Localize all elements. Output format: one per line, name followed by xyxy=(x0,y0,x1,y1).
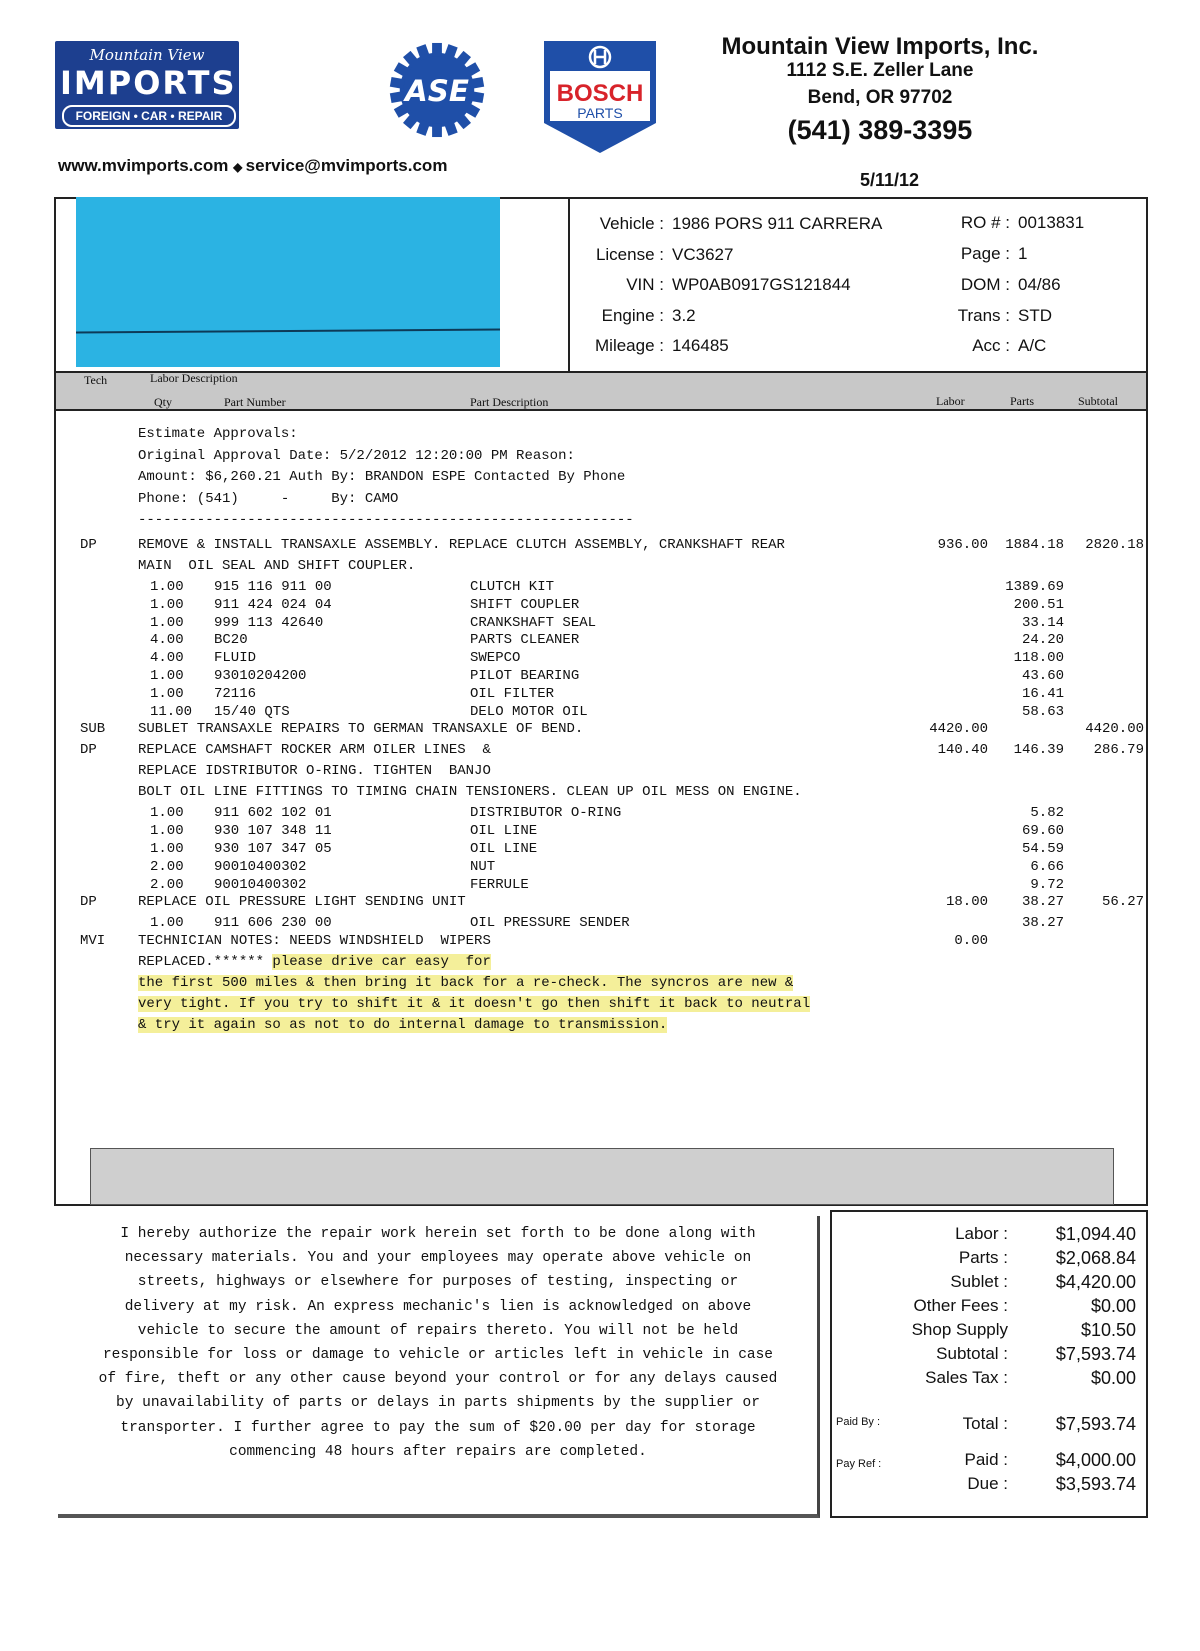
approval-line: Amount: $6,260.21 Auth By: BRANDON ESPE Contacted By Phone xyxy=(138,469,626,485)
part-description: OIL PRESSURE SENDER xyxy=(470,915,630,932)
authorization-line: by unavailability of parts or delays in parts shipments by the supplier or xyxy=(116,1395,760,1412)
bosch-logo-icon xyxy=(544,41,656,153)
page-label: Page : xyxy=(960,244,1010,263)
part-number: 911 606 230 00 xyxy=(214,915,332,932)
part-price: 69.60 xyxy=(1021,823,1064,840)
part-qty: 1.00 xyxy=(150,915,184,932)
total-other-fees-value: $0.00 xyxy=(1090,1296,1136,1316)
vin-value: WP0AB0917GS121844 xyxy=(672,275,851,294)
part-number: BC20 xyxy=(214,632,248,649)
header-parts: Parts xyxy=(1010,394,1034,408)
part-description: DISTRIBUTOR O-RING xyxy=(470,805,622,822)
note-highlighted-text: please drive car easy for xyxy=(272,954,491,971)
authorization-line: necessary materials. You and your employees may operate above vehicle on xyxy=(124,1250,752,1267)
part-description: OIL LINE xyxy=(470,841,538,857)
job-description-line: REPLACE OIL PRESSURE LIGHT SENDING UNIT xyxy=(138,894,466,911)
total-shop-supply-value: $10.50 xyxy=(1080,1320,1136,1340)
total-sales-tax-value: $0.00 xyxy=(1090,1368,1136,1388)
header-labor: Labor xyxy=(936,394,965,408)
due-value: $3,593.74 xyxy=(1055,1474,1136,1494)
engine-value: 3.2 xyxy=(672,306,696,325)
approval-line: Phone: (541) - By: CAMO xyxy=(138,490,399,507)
grand-total-label: Total : xyxy=(962,1414,1008,1433)
total-parts-label: Parts : xyxy=(958,1248,1008,1267)
vin-label: VIN : xyxy=(626,275,664,294)
authorization-line: streets, highways or elsewhere for purposes of testing, inspecting or xyxy=(137,1274,739,1291)
part-price: 24.20 xyxy=(1021,632,1064,649)
part-qty: 11.00 xyxy=(150,703,193,720)
ase-logo-icon xyxy=(388,41,486,139)
imports-logo-tagline: FOREIGN • CAR • REPAIR xyxy=(62,105,236,127)
shop-city: Bend, OR 97702 xyxy=(807,87,953,108)
technician-note-line: very tight. If you try to shift it & it doesn't go then shift it back to neutral xyxy=(138,996,811,1013)
vehicle-value: 1986 PORS 911 CARRERA xyxy=(672,214,883,233)
total-parts-value: $2,068.84 xyxy=(1055,1248,1136,1268)
part-number: 15/40 QTS xyxy=(214,703,290,720)
part-description: SWEPCO xyxy=(470,650,521,667)
header-part-description: Part Description xyxy=(470,395,549,409)
part-qty: 4.00 xyxy=(150,632,184,649)
approval-line: ----------------------------------------------------------- xyxy=(138,512,634,528)
total-subtotal-label: Subtotal : xyxy=(936,1344,1008,1363)
part-description: NUT xyxy=(470,858,496,875)
job-labor-amount: 936.00 xyxy=(937,537,988,553)
part-qty: 1.00 xyxy=(150,579,184,595)
job-subtotal-amount: 56.27 xyxy=(1101,894,1144,911)
redacted-gray-block xyxy=(90,1148,1114,1205)
part-description: OIL FILTER xyxy=(470,685,555,702)
technician-note-line: the first 500 miles & then bring it back for a re-check. The syncros are new & xyxy=(138,975,794,992)
imports-logo-script: Mountain View xyxy=(89,46,205,64)
total-labor-value: $1,094.40 xyxy=(1055,1224,1136,1244)
header-part-number: Part Number xyxy=(224,395,286,409)
part-price: 58.63 xyxy=(1021,703,1064,720)
shop-website[interactable]: www.mvimports.com xyxy=(58,156,229,175)
ase-logo-text: ASE xyxy=(405,73,469,108)
part-description: PARTS CLEANER xyxy=(470,632,580,649)
license-label: License : xyxy=(595,245,664,264)
due-label: Due : xyxy=(967,1474,1008,1493)
total-sales-tax-label: Sales Tax : xyxy=(925,1368,1008,1387)
part-price: 16.41 xyxy=(1021,685,1064,702)
mileage-label: Mileage : xyxy=(595,336,664,355)
job-labor-amount: 0.00 xyxy=(954,933,988,950)
part-number: 90010400302 xyxy=(214,876,307,893)
part-number: FLUID xyxy=(214,650,257,667)
shop-street: 1112 S.E. Zeller Lane xyxy=(786,60,974,81)
job-labor-amount: 18.00 xyxy=(945,894,988,911)
authorization-line: of fire, theft or any other cause beyond your control or for any delays caused xyxy=(98,1371,778,1388)
approval-line: Original Approval Date: 5/2/2012 12:20:00 PM Reason: xyxy=(138,447,575,464)
part-description: PILOT BEARING xyxy=(470,668,580,684)
job-description-line: BOLT OIL LINE FITTINGS TO TIMING CHAIN TENSIONERS. CLEAN UP OIL MESS ON ENGINE. xyxy=(138,784,802,801)
grand-total-value: $7,593.74 xyxy=(1055,1414,1136,1434)
job-subtotal-amount: 2820.18 xyxy=(1085,537,1144,553)
job-parts-amount: 38.27 xyxy=(1021,894,1064,911)
job-labor-amount: 4420.00 xyxy=(929,721,988,738)
trans-value: STD xyxy=(1018,306,1052,325)
header-subtotal: Subtotal xyxy=(1078,394,1119,408)
part-description: OIL LINE xyxy=(470,823,538,840)
dom-value: 04/86 xyxy=(1018,275,1061,294)
part-qty: 1.00 xyxy=(150,668,184,684)
approval-line: Estimate Approvals: xyxy=(138,426,298,442)
acc-label: Acc : xyxy=(972,336,1010,355)
authorization-line: I hereby authorize the repair work herein set forth to be done along with xyxy=(120,1226,756,1242)
license-value: VC3627 xyxy=(672,245,734,264)
job-description-line: TECHNICIAN NOTES: NEEDS WINDSHIELD WIPERS xyxy=(138,933,491,950)
paid-label: Paid : xyxy=(964,1450,1008,1469)
vehicle-label: Vehicle : xyxy=(599,214,664,233)
job-tech-code: DP xyxy=(80,742,97,759)
job-tech-code: MVI xyxy=(80,933,106,950)
ro-value: 0013831 xyxy=(1018,213,1085,232)
total-shop-supply-label: Shop Supply xyxy=(911,1320,1008,1339)
part-number: 72116 xyxy=(214,685,257,702)
total-subtotal-value: $7,593.74 xyxy=(1055,1344,1136,1364)
total-other-fees-label: Other Fees : xyxy=(913,1296,1008,1315)
part-number: 915 116 911 00 xyxy=(214,579,332,595)
engine-label: Engine : xyxy=(601,306,664,325)
authorization-text xyxy=(60,1222,816,1464)
header-labor-description: Labor Description xyxy=(150,371,238,385)
total-sublet-label: Sublet : xyxy=(950,1272,1008,1291)
trans-label: Trans : xyxy=(957,306,1010,325)
part-price: 200.51 xyxy=(1013,596,1064,613)
part-price: 1389.69 xyxy=(1005,579,1064,595)
shop-phone: (541) 389-3395 xyxy=(787,115,973,145)
part-price: 6.66 xyxy=(1030,858,1064,875)
part-qty: 1.00 xyxy=(150,841,184,857)
shop-contact: www.mvimports.com ◆ service@mvimports.com xyxy=(58,156,448,175)
job-tech-code: DP xyxy=(80,537,97,553)
pay-ref-label: Pay Ref : xyxy=(836,1458,882,1470)
technician-note-line: & try it again so as not to do internal damage to transmission. xyxy=(138,1017,668,1034)
authorization-line: responsible for loss or damage to vehicle or articles left in vehicle in case xyxy=(102,1347,773,1364)
job-tech-code: SUB xyxy=(80,721,106,738)
invoice-date: 5/11/12 xyxy=(860,170,920,190)
part-price: 5.82 xyxy=(1030,805,1064,822)
job-description-line: REMOVE & INSTALL TRANSAXLE ASSEMBLY. REPLACE CLUTCH ASSEMBLY, CRANKSHAFT REAR xyxy=(138,537,785,553)
job-parts-amount: 146.39 xyxy=(1013,742,1064,759)
imports-logo-word: IMPORTS xyxy=(60,64,237,102)
total-labor-label: Labor : xyxy=(955,1224,1008,1243)
shop-email[interactable]: service@mvimports.com xyxy=(245,156,448,175)
part-price: 54.59 xyxy=(1021,841,1064,857)
part-number: 930 107 347 05 xyxy=(214,841,332,857)
part-qty: 1.00 xyxy=(150,685,184,702)
authorization-line: commencing 48 hours after repairs are completed. xyxy=(229,1443,647,1460)
job-subtotal-amount: 286.79 xyxy=(1093,742,1144,759)
part-qty: 4.00 xyxy=(150,650,184,667)
total-sublet-value: $4,420.00 xyxy=(1055,1272,1136,1292)
shop-name: Mountain View Imports, Inc. xyxy=(721,33,1039,60)
paid-value: $4,000.00 xyxy=(1055,1450,1136,1470)
part-description: SHIFT COUPLER xyxy=(470,596,580,613)
job-labor-amount: 140.40 xyxy=(937,742,988,759)
part-qty: 1.00 xyxy=(150,823,184,840)
part-price: 38.27 xyxy=(1021,915,1064,932)
part-qty: 2.00 xyxy=(150,858,184,875)
authorization-line: transporter. I further agree to pay the sum of $20.00 per day for storage xyxy=(120,1419,756,1436)
part-description: CLUTCH KIT xyxy=(470,579,555,595)
note-plain-text: REPLACED.****** xyxy=(138,954,273,971)
part-number: 911 602 102 01 xyxy=(214,805,332,822)
part-qty: 1.00 xyxy=(150,805,184,822)
part-description: CRANKSHAFT SEAL xyxy=(470,614,597,631)
header-tech: Tech xyxy=(84,373,108,387)
part-qty: 1.00 xyxy=(150,614,184,631)
paid-by-label: Paid By : xyxy=(836,1416,881,1428)
part-number: 930 107 348 11 xyxy=(214,823,332,840)
part-qty: 2.00 xyxy=(150,876,184,893)
authorization-line: vehicle to secure the amount of repairs thereto. You will not be held xyxy=(137,1322,739,1339)
part-qty: 1.00 xyxy=(150,596,184,613)
part-description: DELO MOTOR OIL xyxy=(470,703,588,720)
dom-label: DOM : xyxy=(960,275,1010,294)
part-number: 911 424 024 04 xyxy=(214,596,332,613)
job-description-line: REPLACE IDSTRIBUTOR O-RING. TIGHTEN BANJO xyxy=(138,763,491,780)
bosch-logo-text: BOSCH xyxy=(556,80,644,107)
job-description-line: MAIN OIL SEAL AND SHIFT COUPLER. xyxy=(138,558,416,574)
ro-label: RO # : xyxy=(960,213,1010,232)
part-number: 90010400302 xyxy=(214,858,307,875)
technician-note-line xyxy=(138,954,491,970)
redacted-customer-block xyxy=(76,197,500,367)
part-number: 93010204200 xyxy=(214,668,307,684)
job-subtotal-amount: 4420.00 xyxy=(1085,721,1144,738)
part-price: 43.60 xyxy=(1021,668,1064,684)
part-price: 118.00 xyxy=(1013,650,1064,667)
part-price: 33.14 xyxy=(1021,614,1064,631)
job-tech-code: DP xyxy=(80,894,97,911)
job-description-line: REPLACE CAMSHAFT ROCKER ARM OILER LINES & xyxy=(138,742,491,759)
part-price: 9.72 xyxy=(1030,876,1064,893)
authorization-line: delivery at my risk. An express mechanic's lien is acknowledged on above xyxy=(124,1298,752,1315)
job-parts-amount: 1884.18 xyxy=(1005,537,1064,553)
acc-value: A/C xyxy=(1018,336,1047,355)
mileage-value: 146485 xyxy=(672,336,729,355)
bosch-logo-subtext: PARTS xyxy=(577,105,623,121)
header-qty: Qty xyxy=(154,395,172,409)
part-number: 999 113 42640 xyxy=(214,614,324,631)
job-description-line: SUBLET TRANSAXLE REPAIRS TO GERMAN TRANSAXLE OF BEND. xyxy=(138,721,584,738)
part-description: FERRULE xyxy=(470,876,529,893)
page-value: 1 xyxy=(1018,244,1028,263)
